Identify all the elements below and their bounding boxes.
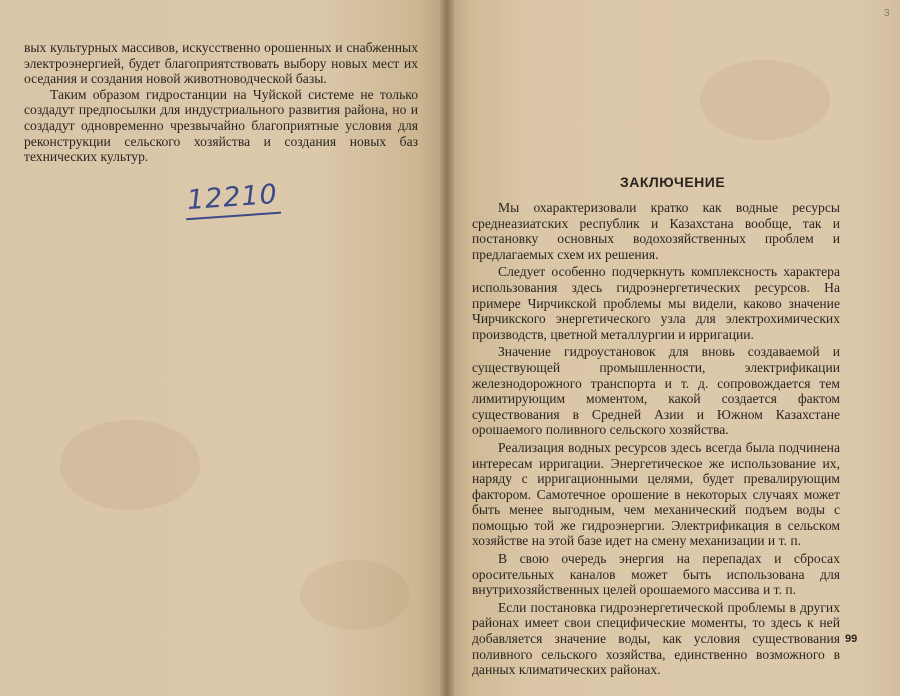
right-paragraph: В свою очередь энергия на перепадах и сбросах оросительных каналов может быть использована для внутрихозяйственных целей орошаемого массива и т. п. — [472, 551, 840, 598]
book-gutter — [440, 0, 454, 696]
left-paragraph: вых культурных массивов, искусственно орошенных и снабженных электроэнергией, будет благоприятствовать выбору новых мест их оседания и создания новой животноводческой базы. — [24, 40, 418, 87]
right-paragraph: Мы охарактеризовали кратко как водные ресурсы среднеазиатских республик и Казахстана вообще, так и постановку основных водохозяйственных проблем и предлагаемых схем их решения. — [472, 200, 840, 262]
right-paragraph: Реализация водных ресурсов здесь всегда была подчинена интересам ирригации. Энергетическое же использование их, наряду с ирригационными целями, будет превалирующим фактором. Самотечное орошение в некоторых случаях может быть менее выгодным, чем механический подъем воды с помощью той же гидроэнергии. Электрификация в сельском хозяйстве на этой базе идет на смену механизации и т. п. — [472, 439, 840, 549]
paper-stain — [300, 560, 410, 630]
paper-stain — [700, 60, 830, 140]
page-number: 99 — [845, 633, 858, 645]
corner-mark: 3 — [884, 8, 890, 19]
right-paragraph: Следует особенно подчеркнуть комплексность характера использования здесь гидроэнергетических ресурсов. На примере Чирчикской проблемы мы видели, каково значение Чирчикского энергетического узла для электрохимических производств, цветной металлургии и ирригации. — [472, 264, 840, 342]
left-page-text — [24, 40, 418, 165]
paper-stain — [60, 420, 200, 510]
section-heading: ЗАКЛЮЧЕНИЕ — [620, 174, 726, 190]
right-page-text — [472, 200, 840, 680]
right-paragraph: Если постановка гидроэнергетической проблемы в других районах имеет свои специфические моменты, то здесь к ней добавляется значение воды, как условия существования поливного сельского хозяйства, единственно возможного в данных климатических районах. — [472, 599, 840, 678]
handwritten-inventory-number: 12210 — [184, 179, 281, 221]
left-paragraph: Таким образом гидростанции на Чуйской системе не только создадут предпосылки для индустриального развития района, но и создадут одновременно чрезвычайно благоприятные условия для реконструкции сельского хозяйства и создания новых баз технических культур. — [24, 86, 418, 165]
right-paragraph: Значение гидроустановок для вновь создаваемой и существующей промышленности, электрификации железнодорожного транспорта и т. д. сопровождается тем лимитирующим моментом, какой создается фактом существования в Средней Азии и Южном Казахстане орошаемого поливного сельского хозяйства. — [472, 344, 840, 438]
